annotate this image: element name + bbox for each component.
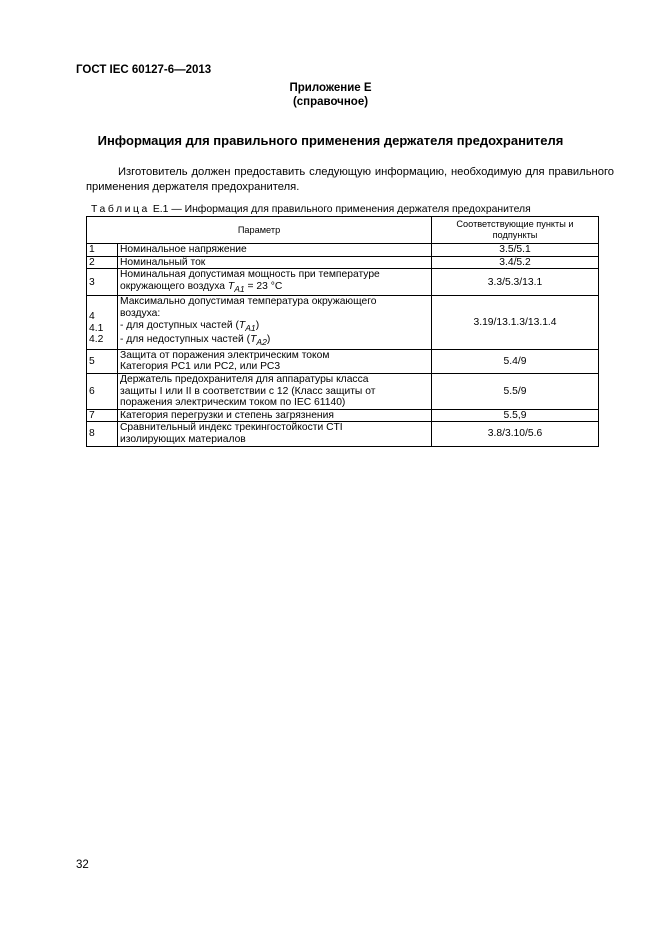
row-param-line [120,334,429,349]
table-caption [91,204,531,215]
row-param [118,296,432,349]
row-param [118,374,432,410]
row-param-text: окружающего воздуха [120,280,228,292]
symbol-sub: A1 [234,283,245,294]
row-param-text: ) [266,334,271,346]
table-row [87,269,599,296]
table-row [87,374,599,410]
row-param [118,349,432,373]
table-row [87,296,599,349]
row-param: Номинальное напряжение [118,244,432,257]
row-param-line [120,281,429,296]
table-caption-text: Е.1 — Информация для правильного применения держателя предохранителя [152,204,531,215]
row-number: 2 [87,256,118,269]
symbol-t: T [238,319,246,331]
row-number: 7 [87,409,118,422]
symbol-sub: A1 [245,322,256,333]
row-number-sub: 4.2 [89,334,104,346]
table-row [87,244,599,257]
row-ref: 3.8/3.10/5.6 [432,422,599,446]
row-number: 8 [87,422,118,446]
table-row [87,349,599,373]
row-param [118,422,432,446]
row-param-line: Защита от поражения электрическим током [120,349,330,361]
row-param-text: ) [255,319,260,331]
row-number: 5 [87,349,118,373]
row-param: Номинальный ток [118,256,432,269]
symbol-t: T [250,334,257,346]
table-row [87,409,599,422]
row-number [87,296,118,349]
standard-code: ГОСТ IEC 60127-6—2013 [76,64,212,76]
row-number-sub: 4.1 [89,322,104,334]
row-ref: 3.3/5.3/13.1 [432,269,599,296]
symbol-sub: A2 [256,337,267,348]
row-param-line: поражения электрическим током по IEC 61140) [120,397,346,409]
annex-kind: (справочное) [292,96,369,108]
row-param-text: - для недоступных частей ( [120,334,251,346]
row-param: Категория перегрузки и степень загрязнения [118,409,432,422]
row-ref: 3.4/5.2 [432,256,599,269]
header-ref: Соответствующие пункты и подпункты [432,217,599,244]
info-table [86,216,599,447]
row-param-line: воздуха: [120,308,161,320]
row-param-line: Сравнительный индекс трекингостойкости CTI [120,422,343,434]
row-number: 3 [87,269,118,296]
row-param-line: защиты I или II в соответствии с 12 (Класс защиты от [120,385,376,397]
table-caption-prefix: Таблица [91,204,150,215]
page-title: Информация для правильного применения держателя предохранителя [97,133,564,148]
row-ref: 3.5/5.1 [432,244,599,257]
row-param-text: = 23 °C [244,280,283,292]
row-number-main: 4 [89,311,95,323]
table-row [87,256,599,269]
row-ref: 3.19/13.1.3/13.1.4 [432,296,599,349]
page-number: 32 [76,859,89,871]
row-param [118,269,432,296]
table-row [87,422,599,446]
row-number: 1 [87,244,118,257]
row-param-line [120,320,429,335]
table-header-row [87,217,599,244]
row-ref: 5.5,9 [432,409,599,422]
row-ref: 5.4/9 [432,349,599,373]
row-ref: 5.5/9 [432,374,599,410]
row-param-line: Категория РС1 или РС2, или РС3 [120,361,281,373]
intro-paragraph: Изготовитель должен предоставить следующую информацию, необходимую для правильного применения держателя предохранителя. [86,166,614,193]
row-param-text: - для доступных частей ( [120,319,239,331]
row-param-line: изолирующих материалов [120,434,246,446]
row-param-line: Держатель предохранителя для аппаратуры класса [120,374,369,386]
annex-title: Приложение Е [289,82,372,94]
symbol-t: T [227,280,235,292]
row-param-line: Номинальная допустимая мощность при температуре [120,269,380,281]
row-number: 6 [87,374,118,410]
row-param-line: Максимально допустимая температура окружающего [120,296,377,308]
header-param: Параметр [87,217,432,244]
